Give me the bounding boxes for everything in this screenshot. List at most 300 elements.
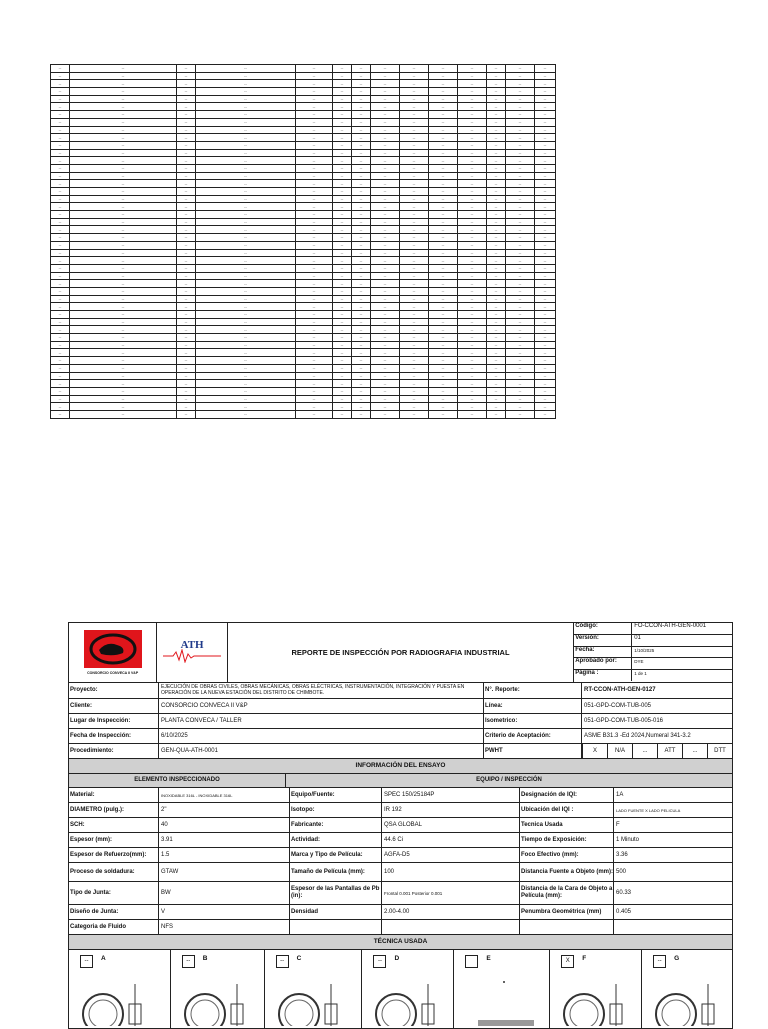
table-cell: -- — [296, 326, 333, 334]
table-cell: -- — [51, 410, 70, 418]
table-row — [51, 226, 556, 234]
table-cell: -- — [400, 72, 429, 80]
table-cell: -- — [296, 318, 333, 326]
table-cell: -- — [333, 157, 352, 165]
table-cell: -- — [296, 249, 333, 257]
table-cell: -- — [487, 295, 506, 303]
table-cell: -- — [196, 334, 296, 342]
table-cell: -- — [196, 95, 296, 103]
meta-label: Versión: — [574, 635, 632, 646]
table-cell: -- — [70, 380, 177, 388]
grid-value: 0.405 — [616, 908, 632, 915]
table-cell: -- — [177, 257, 196, 265]
table-cell: -- — [352, 318, 371, 326]
table-cell: -- — [506, 287, 535, 295]
table-cell: -- — [296, 180, 333, 188]
table-cell: -- — [506, 203, 535, 211]
table-cell: -- — [196, 380, 296, 388]
table-cell: -- — [333, 280, 352, 288]
technique-g — [642, 950, 732, 1028]
table-cell: -- — [352, 372, 371, 380]
technique-diagram-icon — [648, 976, 734, 1026]
table-cell: -- — [196, 203, 296, 211]
table-cell: -- — [177, 218, 196, 226]
table-cell: -- — [51, 203, 70, 211]
table-cell: -- — [333, 80, 352, 88]
table-row — [51, 164, 556, 172]
table-cell: -- — [352, 387, 371, 395]
table-cell: -- — [371, 80, 400, 88]
info-label: PWHT — [484, 744, 582, 758]
table-cell: -- — [196, 295, 296, 303]
info-value: ASME B31.3 -Ed 2024,Numeral 341-3.2 — [584, 732, 691, 739]
table-cell: -- — [177, 318, 196, 326]
table-cell: -- — [296, 80, 333, 88]
table-cell: -- — [535, 349, 556, 357]
table-cell: -- — [51, 311, 70, 319]
table-row — [51, 280, 556, 288]
table-cell: -- — [177, 226, 196, 234]
table-cell: -- — [506, 303, 535, 311]
table-cell: -- — [352, 334, 371, 342]
table-cell: -- — [70, 118, 177, 126]
table-cell: -- — [333, 249, 352, 257]
table-cell: -- — [400, 226, 429, 234]
table-cell: -- — [371, 126, 400, 134]
table-cell: -- — [458, 372, 487, 380]
table-row — [51, 410, 556, 418]
grid-label: Tecnica Usada — [520, 818, 614, 832]
table-cell: -- — [429, 149, 458, 157]
table-cell: -- — [196, 157, 296, 165]
table-cell: -- — [506, 272, 535, 280]
table-cell: -- — [535, 287, 556, 295]
grid-label: Foco Efectivo (mm): — [520, 848, 614, 862]
table-cell: -- — [177, 380, 196, 388]
table-cell: -- — [333, 126, 352, 134]
table-cell: -- — [296, 203, 333, 211]
table-cell: -- — [487, 303, 506, 311]
table-cell: -- — [333, 172, 352, 180]
table-cell: -- — [400, 257, 429, 265]
table-cell: -- — [400, 326, 429, 334]
table-cell: -- — [429, 234, 458, 242]
grid-label — [290, 920, 382, 934]
table-cell: -- — [352, 226, 371, 234]
table-cell: -- — [371, 134, 400, 142]
table-row — [51, 249, 556, 257]
table-cell: -- — [70, 188, 177, 196]
table-cell: -- — [177, 157, 196, 165]
table-cell: -- — [400, 195, 429, 203]
technique-diagram-icon — [271, 976, 357, 1026]
table-cell: -- — [400, 372, 429, 380]
table-cell: -- — [400, 188, 429, 196]
meta-label: Código: — [574, 623, 632, 634]
table-cell: -- — [296, 264, 333, 272]
table-cell: -- — [487, 395, 506, 403]
table-cell: -- — [429, 264, 458, 272]
grid-value: NFS — [159, 920, 290, 934]
grid-value: 3.36 — [616, 851, 628, 858]
table-cell: -- — [535, 111, 556, 119]
table-cell: -- — [458, 65, 487, 73]
table-cell: -- — [196, 80, 296, 88]
table-cell: -- — [352, 72, 371, 80]
table-cell: -- — [196, 287, 296, 295]
table-cell: -- — [400, 80, 429, 88]
table-cell: -- — [333, 164, 352, 172]
table-cell: -- — [429, 303, 458, 311]
grid-value: V — [159, 905, 290, 919]
table-cell: -- — [458, 195, 487, 203]
table-cell: -- — [371, 65, 400, 73]
grid-row — [69, 905, 732, 920]
table-cell: -- — [296, 387, 333, 395]
table-cell: -- — [506, 111, 535, 119]
table-cell: -- — [70, 218, 177, 226]
technique-checkbox[interactable] — [465, 955, 478, 968]
table-cell: -- — [371, 149, 400, 157]
table-cell: -- — [371, 357, 400, 365]
meta-value: FO-CCON-ATH-GEN-0001 — [634, 623, 707, 629]
table-cell: -- — [177, 103, 196, 111]
table-cell: -- — [535, 188, 556, 196]
table-cell: -- — [400, 234, 429, 242]
table-cell: -- — [333, 410, 352, 418]
table-cell: -- — [400, 141, 429, 149]
table-cell: -- — [429, 341, 458, 349]
table-row — [51, 180, 556, 188]
technique-label: D — [394, 955, 400, 962]
section-tech-title: TÉCNICA USADA — [68, 935, 733, 950]
table-cell: -- — [506, 118, 535, 126]
table-cell: -- — [371, 249, 400, 257]
table-cell: -- — [196, 403, 296, 411]
table-cell: -- — [535, 395, 556, 403]
table-cell: -- — [429, 410, 458, 418]
table-cell: -- — [177, 164, 196, 172]
table-cell: -- — [177, 72, 196, 80]
table-cell: -- — [177, 403, 196, 411]
table-row — [51, 264, 556, 272]
pwht-option: ... — [632, 744, 657, 758]
table-cell: -- — [70, 364, 177, 372]
table-cell: -- — [371, 287, 400, 295]
table-cell: -- — [429, 118, 458, 126]
table-cell: -- — [196, 72, 296, 80]
table-cell: -- — [177, 188, 196, 196]
grid-label: Proceso de soldadura: — [69, 863, 159, 881]
meta-value: 1 de 1 — [634, 671, 647, 677]
table-cell: -- — [296, 295, 333, 303]
grid-value: 500 — [616, 868, 627, 875]
table-cell: -- — [177, 65, 196, 73]
table-cell: -- — [296, 211, 333, 219]
technique-checkbox[interactable]: -- — [276, 955, 289, 968]
table-cell: -- — [177, 203, 196, 211]
meta-value: DYE — [634, 659, 644, 665]
grid-value: 1.5 — [159, 848, 290, 862]
table-cell: -- — [70, 211, 177, 219]
table-cell: -- — [506, 164, 535, 172]
table-cell: -- — [400, 172, 429, 180]
table-cell: -- — [458, 295, 487, 303]
table-cell: -- — [70, 264, 177, 272]
table-cell: -- — [333, 211, 352, 219]
table-cell: -- — [487, 180, 506, 188]
table-cell: -- — [177, 211, 196, 219]
table-cell: -- — [51, 241, 70, 249]
table-cell: -- — [333, 65, 352, 73]
radiography-report — [68, 622, 733, 1029]
table-cell: -- — [352, 234, 371, 242]
table-cell: -- — [535, 341, 556, 349]
table-cell: -- — [333, 103, 352, 111]
table-cell: -- — [333, 95, 352, 103]
table-cell: -- — [506, 357, 535, 365]
report-header — [68, 622, 733, 683]
table-cell: -- — [196, 118, 296, 126]
table-cell: -- — [458, 410, 487, 418]
table-cell: -- — [487, 118, 506, 126]
table-cell: -- — [70, 80, 177, 88]
table-cell: -- — [458, 249, 487, 257]
table-cell: -- — [177, 126, 196, 134]
table-cell: -- — [458, 364, 487, 372]
table-cell: -- — [333, 311, 352, 319]
table-cell: -- — [70, 326, 177, 334]
table-cell: -- — [70, 149, 177, 157]
table-cell: -- — [70, 226, 177, 234]
table-cell: -- — [506, 380, 535, 388]
table-cell: -- — [371, 387, 400, 395]
table-cell: -- — [51, 95, 70, 103]
table-cell: -- — [400, 349, 429, 357]
table-cell: -- — [371, 364, 400, 372]
table-cell: -- — [333, 349, 352, 357]
table-cell: -- — [333, 188, 352, 196]
grid-label: Distancia de la Cara de Objeto a Película (mm): — [520, 882, 614, 904]
table-cell: -- — [352, 95, 371, 103]
table-cell: -- — [400, 218, 429, 226]
meta-label: Aprobado por: — [574, 658, 632, 669]
grid-value: 2" — [159, 803, 290, 817]
pwht-option: ... — [682, 744, 707, 758]
table-cell: -- — [352, 380, 371, 388]
table-row — [51, 111, 556, 119]
table-cell: -- — [196, 410, 296, 418]
table-cell: -- — [535, 303, 556, 311]
table-cell: -- — [51, 211, 70, 219]
table-cell: -- — [400, 103, 429, 111]
table-cell: -- — [429, 141, 458, 149]
table-cell: -- — [429, 364, 458, 372]
table-cell: -- — [400, 65, 429, 73]
grid-row — [69, 788, 732, 803]
table-cell: -- — [333, 364, 352, 372]
table-row — [51, 372, 556, 380]
table-cell: -- — [429, 65, 458, 73]
table-cell: -- — [70, 257, 177, 265]
technique-e — [454, 950, 550, 1028]
grid-label: Espesor de las Pantallas de Pb (in): — [290, 882, 382, 904]
table-cell: -- — [333, 395, 352, 403]
table-cell: -- — [458, 80, 487, 88]
table-cell: -- — [535, 80, 556, 88]
table-cell: -- — [177, 372, 196, 380]
table-cell: -- — [177, 134, 196, 142]
technique-f — [550, 950, 642, 1028]
table-cell: -- — [352, 172, 371, 180]
table-cell: -- — [333, 72, 352, 80]
table-cell: -- — [333, 326, 352, 334]
table-cell: -- — [535, 118, 556, 126]
info-value: 6/10/2025 — [159, 729, 484, 743]
table-cell: -- — [70, 295, 177, 303]
table-cell: -- — [487, 341, 506, 349]
table-cell: -- — [177, 349, 196, 357]
table-cell: -- — [70, 318, 177, 326]
table-cell: -- — [458, 287, 487, 295]
table-cell: -- — [429, 257, 458, 265]
report-title: REPORTE DE INSPECCIÓN POR RADIOGRAFIA INDUSTRIAL — [228, 623, 574, 682]
table-cell: -- — [371, 72, 400, 80]
table-cell: -- — [296, 118, 333, 126]
table-cell: -- — [177, 149, 196, 157]
table-cell: -- — [400, 249, 429, 257]
table-cell: -- — [400, 126, 429, 134]
table-cell: -- — [458, 72, 487, 80]
table-cell: -- — [535, 95, 556, 103]
info-value: 051-GPD-COM-TUB-005-016 — [584, 717, 664, 724]
grid-row — [69, 863, 732, 882]
table-cell: -- — [70, 280, 177, 288]
table-cell: -- — [352, 111, 371, 119]
table-cell: -- — [70, 141, 177, 149]
table-cell: -- — [51, 218, 70, 226]
table-cell: -- — [196, 249, 296, 257]
table-cell: -- — [371, 195, 400, 203]
table-cell: -- — [70, 95, 177, 103]
table-cell: -- — [487, 211, 506, 219]
table-cell: -- — [371, 272, 400, 280]
grid-value: INOXIDABLE 316L - INOXIDABLE 316L — [159, 788, 290, 802]
table-cell: -- — [458, 341, 487, 349]
table-cell: -- — [400, 280, 429, 288]
table-cell: -- — [333, 303, 352, 311]
table-cell: -- — [51, 134, 70, 142]
table-cell: -- — [535, 272, 556, 280]
table-cell: -- — [333, 341, 352, 349]
table-cell: -- — [51, 295, 70, 303]
table-cell: -- — [487, 188, 506, 196]
table-cell: -- — [333, 318, 352, 326]
table-cell: -- — [371, 395, 400, 403]
table-cell: -- — [296, 103, 333, 111]
table-cell: -- — [506, 72, 535, 80]
table-cell: -- — [458, 149, 487, 157]
table-cell: -- — [70, 349, 177, 357]
table-row — [51, 241, 556, 249]
table-cell: -- — [487, 80, 506, 88]
table-cell: -- — [458, 188, 487, 196]
technique-checkbox[interactable]: -- — [653, 955, 666, 968]
table-cell: -- — [177, 111, 196, 119]
table-cell: -- — [535, 141, 556, 149]
technique-checkbox[interactable]: X — [561, 955, 574, 968]
table-cell: -- — [196, 234, 296, 242]
grid-label: Fabricante: — [290, 818, 382, 832]
subheader-element: ELEMENTO INSPECCIONADO — [69, 774, 286, 787]
table-cell: -- — [535, 195, 556, 203]
table-cell: -- — [352, 357, 371, 365]
table-cell: -- — [458, 88, 487, 96]
table-cell: -- — [487, 357, 506, 365]
table-cell: -- — [196, 318, 296, 326]
table-cell: -- — [458, 334, 487, 342]
table-cell: -- — [352, 134, 371, 142]
info-label: Cliente: — [69, 699, 159, 713]
table-cell: -- — [352, 311, 371, 319]
info-label: Isometrico: — [484, 714, 582, 728]
table-cell: -- — [458, 203, 487, 211]
table-cell: -- — [51, 249, 70, 257]
table-cell: -- — [296, 218, 333, 226]
table-cell: -- — [196, 349, 296, 357]
table-cell: -- — [352, 141, 371, 149]
table-cell: -- — [458, 403, 487, 411]
table-cell: -- — [487, 410, 506, 418]
grid-value: 40 — [159, 818, 290, 832]
pwht-option: DTT — [707, 744, 732, 758]
technique-checkbox[interactable]: -- — [373, 955, 386, 968]
grid-label: Tamaño de Película (mm): — [290, 863, 382, 881]
table-cell: -- — [535, 234, 556, 242]
inspection-results-table — [50, 64, 556, 419]
table-cell: -- — [487, 203, 506, 211]
table-cell: -- — [429, 380, 458, 388]
table-cell: -- — [487, 195, 506, 203]
table-cell: -- — [535, 72, 556, 80]
table-cell: -- — [535, 295, 556, 303]
table-cell: -- — [506, 211, 535, 219]
table-cell: -- — [296, 188, 333, 196]
table-cell: -- — [535, 311, 556, 319]
technique-checkbox[interactable]: -- — [182, 955, 195, 968]
table-cell: -- — [296, 280, 333, 288]
table-cell: -- — [70, 287, 177, 295]
table-cell: -- — [177, 234, 196, 242]
table-cell: -- — [371, 380, 400, 388]
table-cell: -- — [352, 241, 371, 249]
table-cell: -- — [70, 172, 177, 180]
table-cell: -- — [352, 403, 371, 411]
table-cell: -- — [458, 357, 487, 365]
table-cell: -- — [51, 334, 70, 342]
technique-checkbox[interactable]: -- — [80, 955, 93, 968]
grid-value: 1 Minuto — [616, 836, 640, 843]
table-cell: -- — [352, 249, 371, 257]
table-cell: -- — [535, 203, 556, 211]
table-cell: -- — [400, 364, 429, 372]
table-cell: -- — [296, 226, 333, 234]
table-cell: -- — [371, 226, 400, 234]
table-cell: -- — [296, 272, 333, 280]
technique-diagram-icon — [556, 976, 642, 1026]
table-row — [51, 103, 556, 111]
table-cell: -- — [506, 180, 535, 188]
